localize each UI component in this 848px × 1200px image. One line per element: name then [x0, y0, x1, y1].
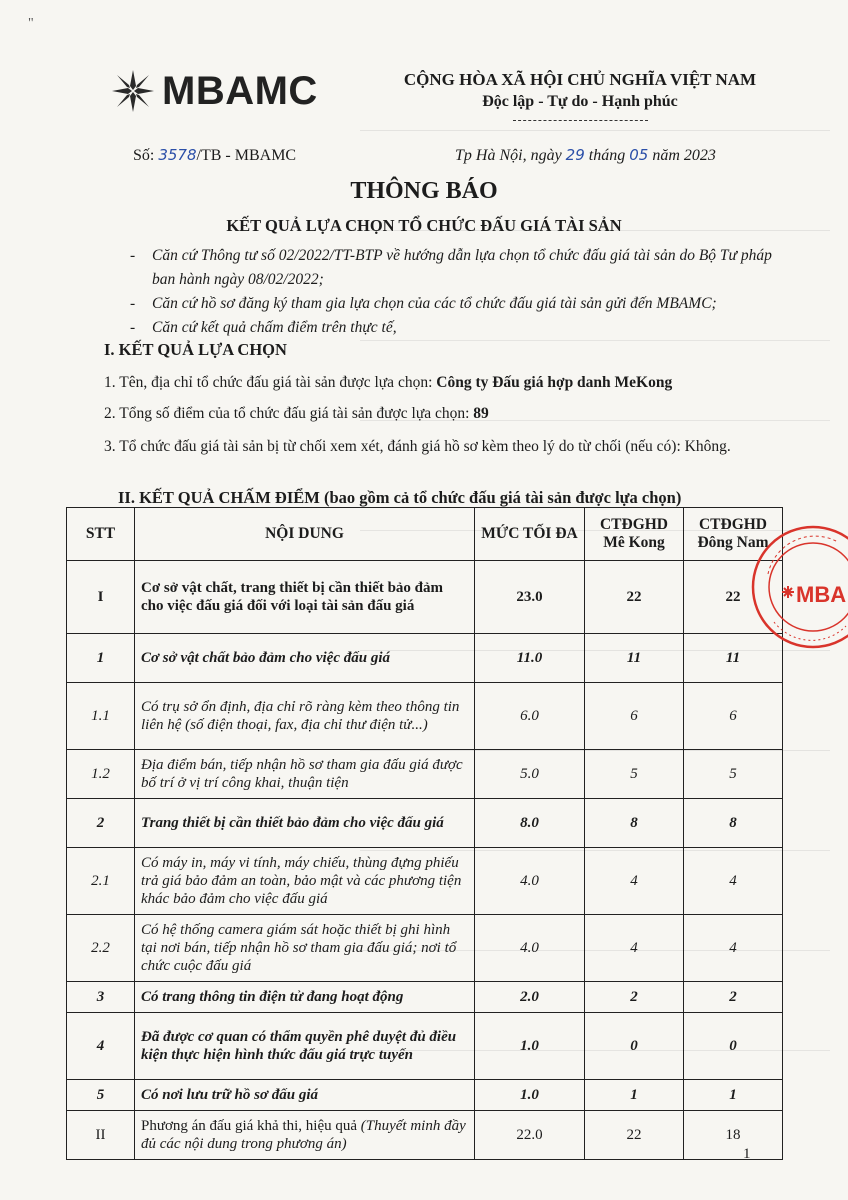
legal-bases — [124, 244, 784, 340]
row-content: Có hệ thống camera giám sát hoặc thiết bị ghi hình tại nơi bán, tiếp nhận hồ sơ tham gia đấu giá; nơi tổ chức cuộc đấu giá — [135, 915, 475, 982]
document-number: Số: 3578/TB - MBAMC — [133, 146, 297, 164]
row-content: Có máy in, máy vi tính, máy chiếu, thùng đựng phiếu trả giá bảo đảm an toàn, bảo mật và các phương tiện khác bảo đảm cho việc đấu giá — [135, 848, 475, 915]
row-stt: I — [67, 561, 135, 634]
row-max-score: 4.0 — [475, 915, 585, 982]
row-stt: 4 — [67, 1013, 135, 1080]
row-dongnam-score: 22 — [684, 561, 783, 634]
row-dongnam-score: 5 — [684, 750, 783, 799]
legal-basis-item: - Căn cứ hồ sơ đăng ký tham gia lựa chọn của các tổ chức đấu giá tài sản gửi đến MBAMC; — [124, 292, 784, 316]
row-content: Trang thiết bị cần thiết bảo đảm cho việc đấu giá — [135, 799, 475, 848]
row-stt: 2 — [67, 799, 135, 848]
seal-text: MBA — [796, 582, 847, 607]
row-max-score: 8.0 — [475, 799, 585, 848]
document-subtitle: KẾT QUẢ LỰA CHỌN TỔ CHỨC ĐẤU GIÁ TÀI SẢN — [226, 216, 622, 235]
handwritten-number: 3578 — [158, 146, 197, 164]
selected-score: 2. Tổng số điểm của tổ chức đấu giá tài sản được lựa chọn: 89 — [104, 405, 489, 422]
motto-underline — [513, 120, 648, 121]
row-dongnam-score: 18 — [684, 1111, 783, 1160]
legal-basis-item: - Căn cứ kết quả chấm điểm trên thực tế, — [124, 316, 784, 340]
row-mekong-score: 11 — [585, 634, 684, 683]
table-row — [67, 561, 783, 634]
row-mekong-score: 22 — [585, 561, 684, 634]
handwritten-month: 05 — [629, 146, 649, 164]
company-logo — [108, 66, 318, 116]
row-max-score: 4.0 — [475, 848, 585, 915]
table-row — [67, 1013, 783, 1080]
selected-score-value: 89 — [473, 405, 489, 422]
row-content-note: (Thuyết minh đầy đủ các nội dung trong phương án) — [141, 1118, 466, 1152]
nation-motto: Độc lập - Tự do - Hạnh phúc — [482, 93, 678, 110]
national-header — [370, 70, 790, 121]
document-title: THÔNG BÁO — [350, 178, 498, 204]
row-mekong-score: 1 — [585, 1080, 684, 1111]
table-header-row — [67, 508, 783, 561]
row-stt: 2.2 — [67, 915, 135, 982]
row-dongnam-score: 4 — [684, 848, 783, 915]
row-stt: 1 — [67, 634, 135, 683]
row-max-score: 22.0 — [475, 1111, 585, 1160]
legal-basis-item: - Căn cứ Thông tư số 02/2022/TT-BTP về hướng dẫn lựa chọn tổ chức đấu giá tài sản do Bộ Tư pháp ban hành ngày 08/02/2022; — [124, 244, 784, 292]
table-row — [67, 1080, 783, 1111]
scoring-table — [66, 507, 783, 1160]
row-stt: 3 — [67, 982, 135, 1013]
row-stt: 2.1 — [67, 848, 135, 915]
row-content: Có nơi lưu trữ hồ sơ đấu giá — [135, 1080, 475, 1111]
table-row — [67, 915, 783, 982]
header-max: MỨC TỐI ĐA — [475, 508, 585, 561]
row-dongnam-score: 4 — [684, 915, 783, 982]
row-mekong-score: 0 — [585, 1013, 684, 1080]
row-max-score: 11.0 — [475, 634, 585, 683]
row-stt: 5 — [67, 1080, 135, 1111]
row-dongnam-score: 8 — [684, 799, 783, 848]
row-mekong-score: 2 — [585, 982, 684, 1013]
header-dongnam: CTĐGHD Đông Nam — [684, 508, 783, 561]
row-max-score: 1.0 — [475, 1013, 585, 1080]
row-max-score: 1.0 — [475, 1080, 585, 1111]
row-content-main: Phương án đấu giá khả thi, hiệu quả — [141, 1118, 358, 1134]
section-2-heading: II. KẾT QUẢ CHẤM ĐIỂM (bao gồm cả tổ chức đấu giá tài sản được lựa chọn) — [118, 488, 682, 507]
header-mekong: CTĐGHD Mê Kong — [585, 508, 684, 561]
row-stt: 1.2 — [67, 750, 135, 799]
table-row — [67, 1111, 783, 1160]
row-mekong-score: 4 — [585, 848, 684, 915]
row-dongnam-score: 0 — [684, 1013, 783, 1080]
table-row — [67, 750, 783, 799]
nation-title: CỘNG HÒA XÃ HỘI CHỦ NGHĨA VIỆT NAM — [403, 70, 757, 89]
header-content: NỘI DUNG — [135, 508, 475, 561]
row-mekong-score: 8 — [585, 799, 684, 848]
row-mekong-score: 22 — [585, 1111, 684, 1160]
row-dongnam-score: 6 — [684, 683, 783, 750]
table-row — [67, 634, 783, 683]
selected-organization-name: Công ty Đấu giá hợp danh MeKong — [436, 374, 673, 391]
row-stt: 1.1 — [67, 683, 135, 750]
mbamc-star-icon — [108, 66, 158, 116]
selected-organization: 1. Tên, địa chỉ tổ chức đấu giá tài sản được lựa chọn: Công ty Đấu giá hợp danh MeKong — [104, 374, 673, 391]
scan-mark: " — [28, 16, 34, 31]
row-content: Cơ sở vật chất bảo đảm cho việc đấu giá — [135, 634, 475, 683]
row-dongnam-score: 2 — [684, 982, 783, 1013]
table-row — [67, 799, 783, 848]
row-mekong-score: 5 — [585, 750, 684, 799]
row-content — [135, 1111, 475, 1160]
row-mekong-score: 4 — [585, 915, 684, 982]
section-1-heading: I. KẾT QUẢ LỰA CHỌN — [104, 340, 287, 359]
rejected-organizations: 3. Tổ chức đấu giá tài sản bị từ chối xem xét, đánh giá hồ sơ kèm theo lý do từ chối (nếu có): Không. — [104, 438, 731, 455]
table-row — [67, 982, 783, 1013]
seal-star-icon — [782, 586, 794, 598]
row-content: Có trụ sở ổn định, địa chỉ rõ ràng kèm theo thông tin liên hệ (số điện thoại, fax, địa chỉ thư điện tử...) — [135, 683, 475, 750]
handwritten-day: 29 — [565, 146, 585, 164]
header-stt: STT — [67, 508, 135, 561]
row-max-score: 23.0 — [475, 561, 585, 634]
row-dongnam-score: 11 — [684, 634, 783, 683]
logo-wordmark: MBAMC — [162, 68, 318, 113]
row-content: Có trang thông tin điện tử đang hoạt động — [135, 982, 475, 1013]
row-content: Địa điểm bán, tiếp nhận hồ sơ tham gia đấu giá được bố trí ở vị trí công khai, thuận tiện — [135, 750, 475, 799]
document-date: Tp Hà Nội, ngày 29 tháng 05 năm 2023 — [455, 146, 716, 164]
row-dongnam-score: 1 — [684, 1080, 783, 1111]
table-row — [67, 683, 783, 750]
company-seal — [748, 522, 848, 652]
row-stt: II — [67, 1111, 135, 1160]
row-max-score: 2.0 — [475, 982, 585, 1013]
row-mekong-score: 6 — [585, 683, 684, 750]
row-max-score: 5.0 — [475, 750, 585, 799]
row-content: Cơ sở vật chất, trang thiết bị cần thiết bảo đảm cho việc đấu giá đối với loại tài sản đấu giá — [135, 561, 475, 634]
page-number: 1 — [743, 1146, 751, 1162]
row-content: Đã được cơ quan có thẩm quyền phê duyệt đủ điều kiện thực hiện hình thức đấu giá trực tuyến — [135, 1013, 475, 1080]
row-max-score: 6.0 — [475, 683, 585, 750]
table-row — [67, 848, 783, 915]
